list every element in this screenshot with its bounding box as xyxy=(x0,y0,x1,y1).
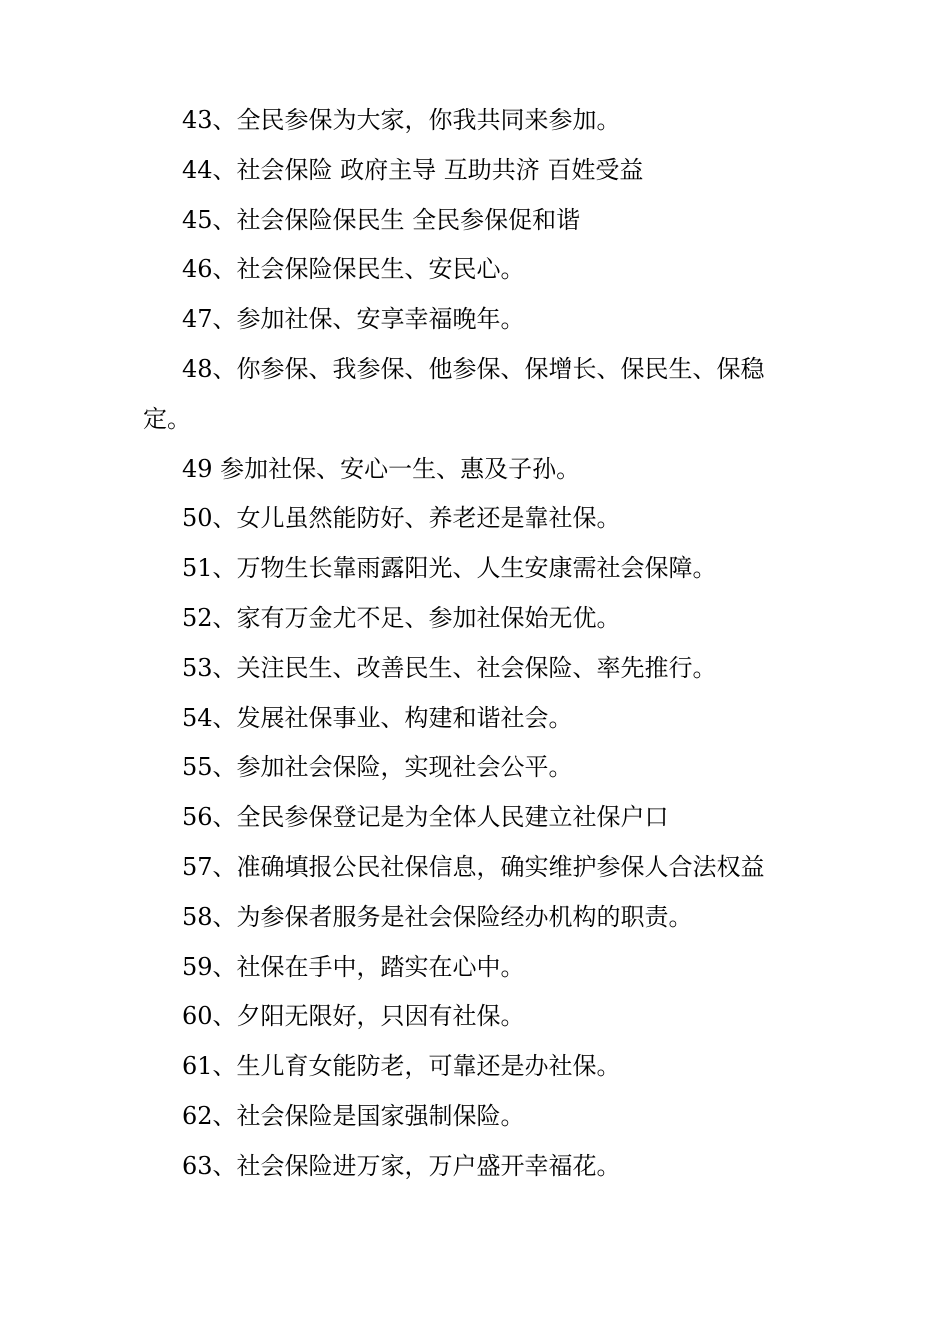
slogan-62: 62、社会保险是国家强制保险。 xyxy=(182,1101,525,1130)
slogan-59: 59、社保在手中，踏实在心中。 xyxy=(182,952,525,981)
slogan-52: 52、家有万金尤不足、参加社保始无优。 xyxy=(182,603,621,632)
slogan-49: 49 参加社保、安心一生、惠及子孙。 xyxy=(182,454,581,483)
slogan-46: 46、社会保险保民生、安民心。 xyxy=(182,255,525,284)
slogan-60: 60、夕阳无限好，只因有社保。 xyxy=(182,1002,525,1031)
slogan-63: 63、社会保险进万家，万户盛开幸福花。 xyxy=(182,1151,621,1180)
slogan-61: 61、生儿育女能防老，可靠还是办社保。 xyxy=(182,1052,621,1081)
slogan-56: 56、全民参保登记是为全体人民建立社保户口 xyxy=(182,803,669,832)
slogan-50: 50、女儿虽然能防好、养老还是靠社保。 xyxy=(182,504,621,533)
slogan-51: 51、万物生长靠雨露阳光、人生安康需社会保障。 xyxy=(182,554,717,583)
slogan-43: 43、全民参保为大家，你我共同来参加。 xyxy=(182,106,621,134)
slogan-57: 57、准确填报公民社保信息，确实维护参保人合法权益 xyxy=(182,852,765,881)
slogan-58: 58、为参保者服务是社会保险经办机构的职责。 xyxy=(182,902,693,931)
slogan-48: 48、你参保、我参保、他参保、保增长、保民生、保稳定。 xyxy=(143,354,765,433)
slogan-53: 53、关注民生、改善民生、社会保险、率先推行。 xyxy=(182,653,717,682)
slogan-list xyxy=(143,96,803,1192)
slogan-54: 54、发展社保事业、构建和谐社会。 xyxy=(182,703,573,732)
slogan-44: 44、社会保险 政府主导 互助共济 百姓受益 xyxy=(182,155,644,184)
slogan-55: 55、参加社会保险，实现社会公平。 xyxy=(182,753,573,782)
slogan-45: 45、社会保险保民生 全民参保促和谐 xyxy=(182,205,581,234)
slogan-47: 47、参加社保、安享幸福晚年。 xyxy=(182,305,525,334)
